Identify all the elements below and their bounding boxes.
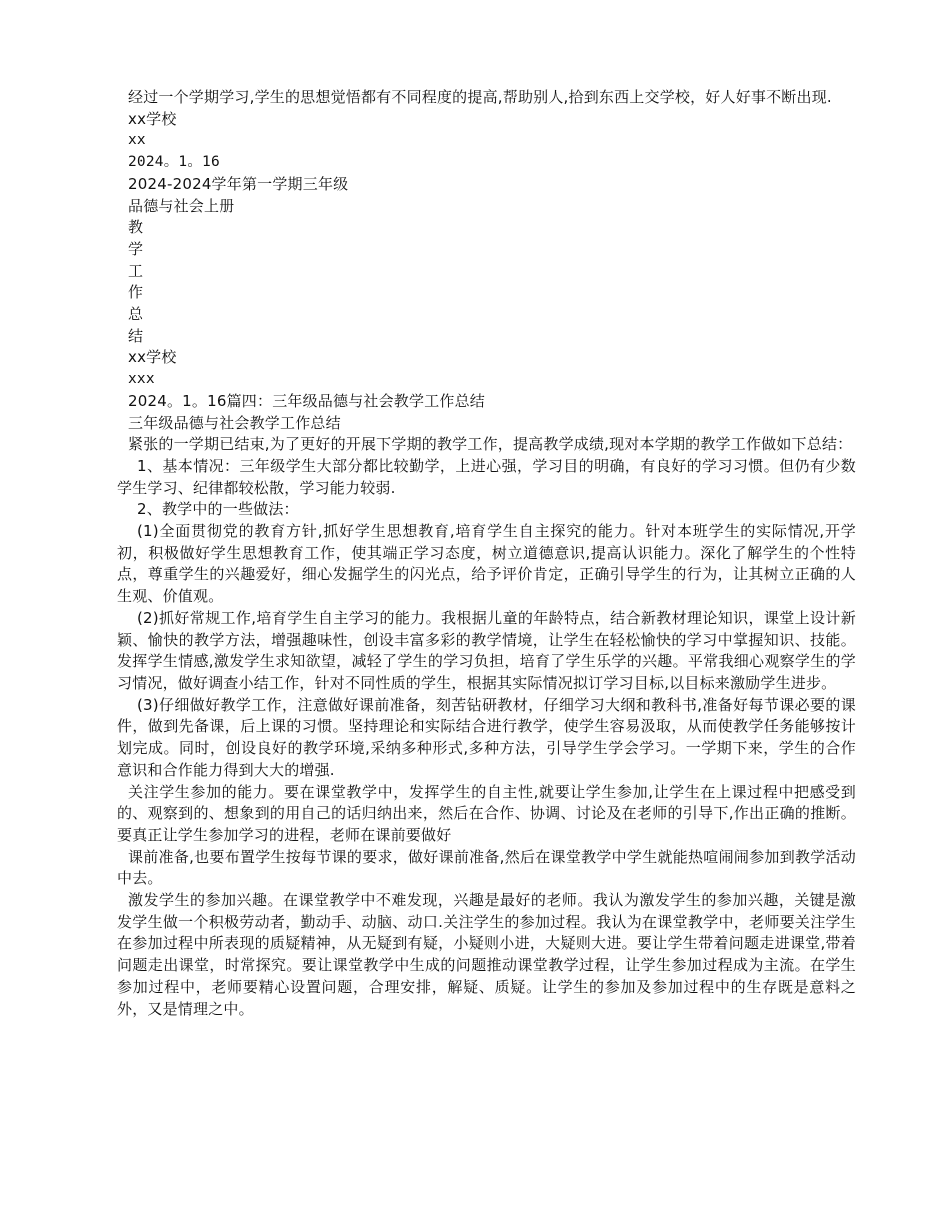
- subject-line: 品德与社会上册: [128, 196, 235, 215]
- author-name-2: xxx: [128, 371, 155, 388]
- interest-paragraph: 激发学生的参加兴趣。在课堂教学中不难发现，兴趣是最好的老师。我认为激发学生的参加兴趣，关键是激发学生做一个积极劳动者，勤动手、动脑、动口.关注学生的参加过程。我认为在课堂教学中，老师要关注学生在参加过程中所表现的质疑精神，从无疑到有疑，小疑则小进，大疑则大进。要让学生带着问题走进课堂,带着问题走出课堂，时常探究。要让课堂教学中生成的问题推动课堂教学过程，让学生参加过程成为主流。在学生参加过程中，老师要精心设置问题，合理安排，解疑、质疑。让学生的参加及参加过程中的生存既是意料之外，又是情理之中。: [117, 891, 856, 1018]
- opening-paragraph: 紧张的一学期已结束,为了更好的开展下学期的教学工作，提高教学成绩,现对本学期的教学工作做如下总结：: [128, 435, 853, 454]
- school-name-2: xx学校: [128, 348, 177, 367]
- methods-title: 2、教学中的一些做法：: [137, 500, 299, 519]
- vertical-title-char: 总: [128, 305, 144, 324]
- author-name: xx: [128, 132, 146, 149]
- document-heading: 三年级品德与社会教学工作总结: [128, 413, 341, 432]
- basic-situation-paragraph: 1、基本情况：三年级学生大部分都比较勤学，上进心强，学习目的明确，有良好的学习习惯。但仍有少数学生学习、纪律都较松散，学习能力较弱.: [117, 456, 856, 497]
- vertical-title-char: 工: [128, 261, 144, 280]
- method-1-paragraph: (1)全面贯彻党的教育方针,抓好学生思想教育,培育学生自主探究的能力。针对本班学生的实际情况,开学初，积极做好学生思想教育工作，使其端正学习态度，树立道德意识,提高认识能力。深化了解学生的个性特点，尊重学生的兴趣爱好，细心发掘学生的闪光点，给予评价肯定，正确引导学生的行为，让其树立正确的人生观、价值观。: [117, 522, 856, 606]
- method-3-paragraph: (3)仔细做好教学工作，注意做好课前准备，刻苦钻研教材，仔细学习大纲和教科书,准备好每节课必要的课件，做到先备课，后上课的习惯。坚持理论和实际结合进行教学，使学生容易汲取，从而使教学任务能够按计划完成。同时，创设良好的教学环境,采纳多种形式,多种方法，引导学生学会学习。一学期下来，学生的合作意识和合作能力得到大大的增强.: [117, 695, 856, 779]
- school-year-line: 2024-2024学年第一学期三年级: [128, 174, 349, 193]
- date-line: 2024。1。16: [128, 154, 220, 171]
- vertical-title-char: 学: [128, 239, 144, 258]
- school-name: xx学校: [128, 109, 177, 128]
- vertical-title-char: 作: [128, 283, 144, 302]
- preparation-paragraph: 课前准备,也要布置学生按每节课的要求，做好课前准备,然后在课堂教学中学生就能热喧闹闹参加到教学活动中去。: [117, 847, 856, 888]
- intro-paragraph: 经过一个学期学习,学生的思想觉悟都有不同程度的提高,帮助别人,拾到东西上交学校，好人好事不断出现.: [128, 88, 832, 106]
- method-2-paragraph: (2)抓好常规工作,培育学生自主学习的能力。我根据儿童的年龄特点，结合新教材理论知识，课堂上设计新颖、愉快的教学方法，增强趣味性，创设丰富多彩的教学情境，让学生在轻松愉快的学习中掌握知识、技能。发挥学生情感,激发学生求知欲望，减轻了学生的学习负担，培育了学生乐学的兴趣。平常我细心观察学生的学习情况，做好调查小结工作，针对不同性质的学生，根据其实际情况拟订学习目标,以目标来激励学生进步。: [117, 608, 856, 692]
- date-and-section-heading: 2024。1。16篇四：三年级品德与社会教学工作总结: [128, 391, 486, 410]
- vertical-title-char: 教: [128, 218, 144, 237]
- participation-paragraph: 关注学生参加的能力。要在课堂教学中，发挥学生的自主性,就要让学生参加,让学生在上课过程中把感受到的、观察到的、想象到的用自己的话归纳出来，然后在合作、协调、讨论及在老师的引导下,作出正确的推断。要真正让学生参加学习的进程，老师在课前要做好: [117, 782, 856, 844]
- vertical-title-char: 结: [128, 326, 144, 345]
